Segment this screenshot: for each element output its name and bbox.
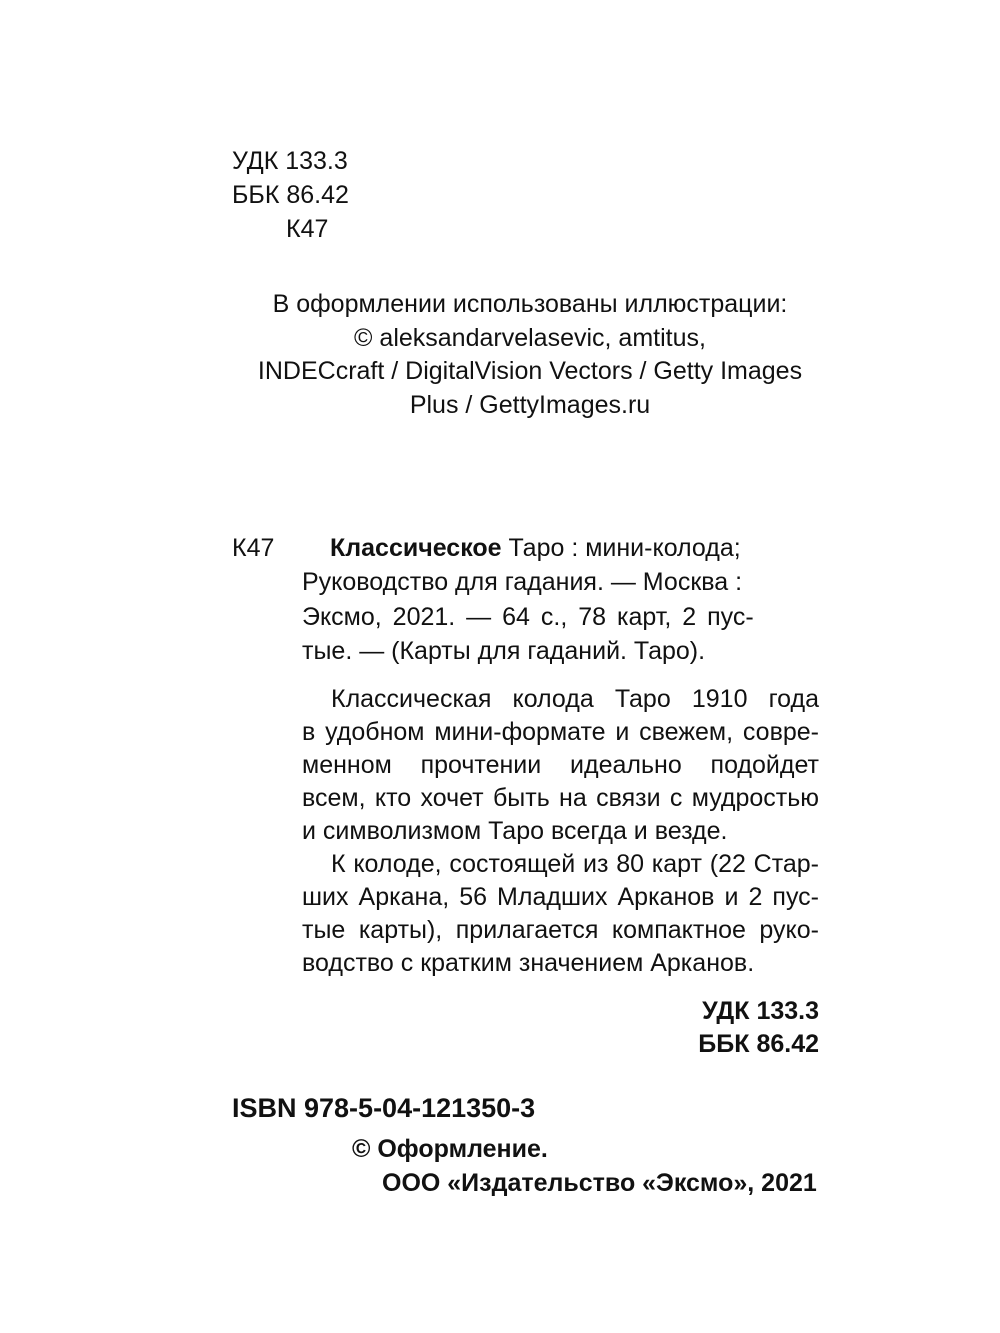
udk-code: УДК 133.3 (232, 147, 348, 175)
annotation-line: всем, кто хочет быть на связи с мудростью (302, 784, 819, 812)
publisher-line: ООО «Издательство «Эксмо», 2021 (382, 1169, 817, 1197)
bbk-code-bold: ББК 86.42 (698, 1030, 819, 1058)
record-author-mark: К47 (232, 534, 275, 562)
annotation-line: тые карты), прилагается компактное руко- (302, 916, 819, 944)
annotation-line: ших Аркана, 56 Младших Арканов и 2 пус- (302, 883, 819, 911)
credits-line: INDECcraft / DigitalVision Vectors / Getty Images (257, 357, 803, 385)
record-title-rest: Таро : мини-колода; (508, 534, 741, 562)
udk-code-bold: УДК 133.3 (702, 997, 819, 1025)
annotation-line: Классическая колода Таро 1910 года (331, 685, 819, 713)
record-title-line (330, 532, 741, 564)
record-line: Эксмо, 2021. — 64 с., 78 карт, 2 пус- (302, 603, 754, 631)
isbn: ISBN 978-5-04-121350-3 (232, 1093, 536, 1123)
annotation-line: в удобном мини-формате и свежем, совре- (302, 718, 819, 746)
record-title-bold: Классическое (330, 534, 502, 562)
bbk-code: ББК 86.42 (232, 181, 349, 209)
credits-line: © aleksandarvelasevic, amtitus, (354, 324, 706, 352)
credits-line: Plus / GettyImages.ru (409, 391, 651, 419)
annotation-line: и символизмом Таро всегда и везде. (302, 817, 728, 845)
annotation-line: менном прочтении идеально подойдет (302, 751, 819, 779)
author-mark: К47 (286, 215, 329, 243)
annotation-line: К колоде, состоящей из 80 карт (22 Стар- (331, 850, 819, 878)
record-line: тые. — (Карты для гаданий. Таро). (302, 637, 706, 665)
copyright-line: © Оформление. (352, 1135, 548, 1163)
record-line: Руководство для гадания. — Москва : (302, 568, 743, 596)
annotation-line: водство с кратким значением Арканов. (302, 949, 755, 977)
credits-line: В оформлении использованы иллюстрации: (272, 290, 788, 318)
